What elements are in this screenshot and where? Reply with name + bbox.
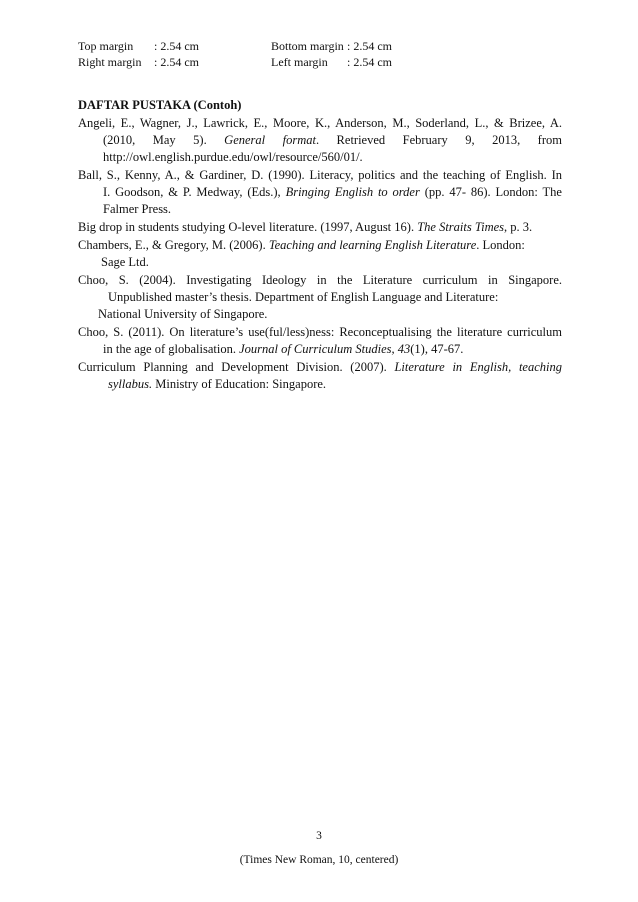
page-number: 3 bbox=[316, 830, 322, 842]
reference-text: (1), 47-67. bbox=[410, 342, 464, 356]
reference-title: Literature in English, teaching bbox=[394, 360, 562, 374]
reference-text: . London: bbox=[476, 238, 525, 252]
reference-item bbox=[78, 272, 562, 323]
reference-item bbox=[78, 359, 562, 393]
reference-line bbox=[78, 359, 562, 376]
reference-text: Ministry of Education: Singapore. bbox=[152, 377, 327, 391]
reference-line: Sage Ltd. bbox=[101, 255, 149, 269]
reference-line bbox=[78, 219, 562, 236]
reference-title: The Straits Times bbox=[417, 220, 505, 234]
bottom-margin-label: Bottom margin bbox=[271, 39, 344, 53]
right-margin-label: Right margin bbox=[78, 55, 142, 69]
reference-item bbox=[78, 219, 562, 236]
reference-text: Curriculum Planning and Development Division. (2007). bbox=[78, 360, 395, 374]
reference-line bbox=[78, 237, 562, 254]
reference-item bbox=[78, 167, 562, 218]
margin-row-sides bbox=[78, 54, 558, 70]
bottom-margin-value: : 2.54 cm bbox=[347, 39, 392, 53]
reference-text: I. Goodson, & P. Medway, (Eds.), bbox=[103, 185, 286, 199]
reference-text: (pp. 47- 86). London: The bbox=[419, 185, 562, 199]
reference-line bbox=[78, 184, 562, 201]
reference-item bbox=[78, 237, 562, 271]
reference-line: Choo, S. (2011). On literature’s use(ful/less)ness: Reconceptualising the literature curriculum bbox=[78, 325, 562, 339]
reference-title: General format bbox=[224, 133, 316, 147]
reference-text: (2010, May 5). bbox=[103, 133, 225, 147]
top-margin-value: : 2.54 cm bbox=[154, 39, 199, 53]
reference-line: Ball, S., Kenny, A., & Gardiner, D. (1990). Literacy, politics and the teaching of English. In bbox=[78, 168, 562, 182]
top-margin-label: Top margin bbox=[78, 39, 134, 53]
reference-text: Big drop in students studying O-level literature. (1997, August 16). bbox=[78, 220, 418, 234]
reference-line: National University of Singapore. bbox=[98, 307, 268, 321]
reference-text: Chambers, E., & Gregory, M. (2006). bbox=[78, 238, 269, 252]
margin-settings bbox=[78, 38, 558, 70]
reference-line bbox=[78, 376, 562, 393]
reference-text: , p. 3. bbox=[504, 220, 533, 234]
reference-line bbox=[78, 132, 562, 149]
reference-item bbox=[78, 324, 562, 358]
reference-line: Angeli, E., Wagner, J., Lawrick, E., Moore, K., Anderson, M., Soderland, L., & Brizee, A. bbox=[78, 116, 562, 130]
section-heading: DAFTAR PUSTAKA (Contoh) bbox=[78, 98, 242, 112]
reference-url: http://owl.english.purdue.edu/owl/resource/560/01/. bbox=[103, 150, 363, 164]
reference-title: Teaching and learning English Literature bbox=[268, 238, 477, 252]
reference-line: Unpublished master’s thesis. Department of English Language and Literature: bbox=[108, 290, 499, 304]
reference-item bbox=[78, 115, 562, 166]
footer-note: (Times New Roman, 10, centered) bbox=[239, 854, 399, 866]
right-margin-value: : 2.54 cm bbox=[154, 55, 199, 69]
reference-text: . Retrieved February 9, 2013, from bbox=[315, 133, 562, 147]
reference-title: Journal of Curriculum Studies, 43 bbox=[239, 342, 411, 356]
reference-title: Bringing English to order bbox=[285, 185, 420, 199]
reference-line: Falmer Press. bbox=[103, 202, 172, 216]
reference-title: syllabus. bbox=[108, 377, 153, 391]
left-margin-value: : 2.54 cm bbox=[347, 55, 392, 69]
left-margin-label: Left margin bbox=[271, 55, 328, 69]
margin-row-top bbox=[78, 38, 558, 54]
reference-list bbox=[78, 97, 562, 394]
reference-text: in the age of globalisation. bbox=[103, 342, 240, 356]
reference-line bbox=[78, 341, 562, 358]
reference-line: Choo, S. (2004). Investigating Ideology in the Literature curriculum in Singapore. bbox=[78, 273, 562, 287]
